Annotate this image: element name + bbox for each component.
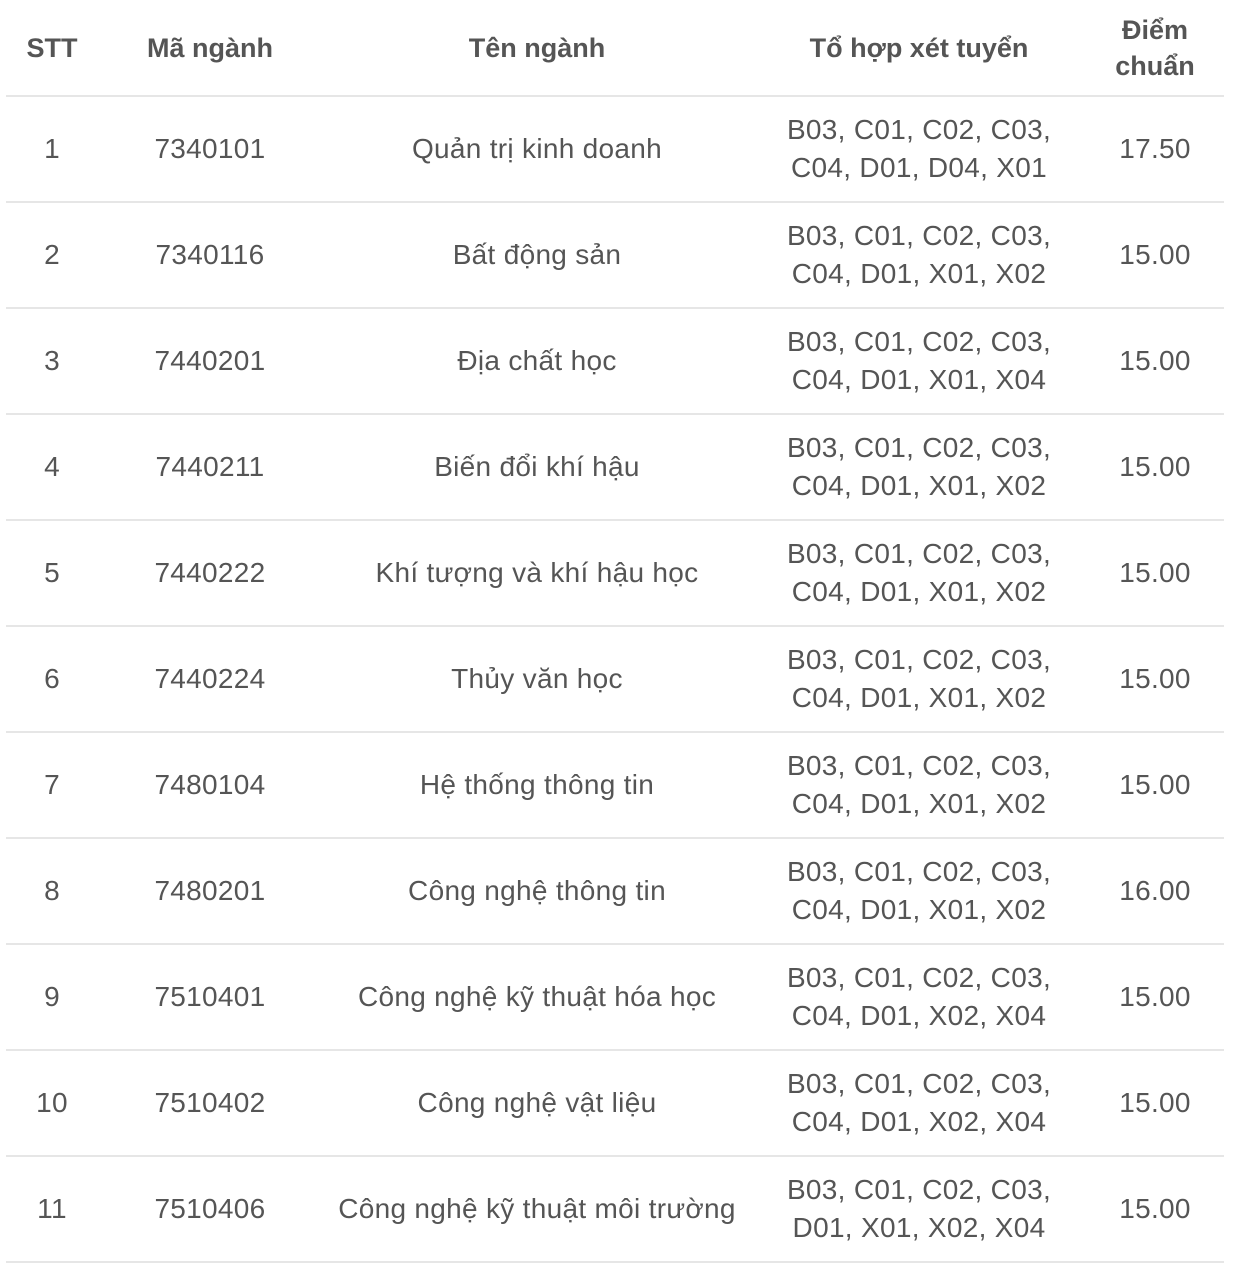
cell-to-hop [752,96,1086,202]
cell-diem-chuan: 15.00 [1086,414,1224,520]
cell-ten-nganh: Biến đổi khí hậu [322,414,752,520]
table-row [6,1156,1224,1262]
table-row [6,202,1224,308]
to-hop-line: B03, C01, C02, C03, [786,432,1052,463]
cell-stt: 9 [6,944,98,1050]
cell-stt: 6 [6,626,98,732]
cell-ten-nganh: Khí tượng và khí hậu học [322,520,752,626]
to-hop-line: B03, C01, C02, C03, [786,326,1052,357]
cell-ma-nganh: 7480201 [98,838,322,944]
cell-stt: 2 [6,202,98,308]
header-diem-line2: chuẩn [1115,50,1195,81]
cell-stt: 3 [6,308,98,414]
to-hop-line: B03, C01, C02, C03, [786,1068,1052,1099]
cell-diem-chuan: 15.00 [1086,1156,1224,1262]
to-hop-line: B03, C01, C02, C03, [786,750,1052,781]
cell-ten-nganh: Công nghệ vật liệu [322,1050,752,1156]
table-row [6,414,1224,520]
cell-stt: 4 [6,414,98,520]
cell-to-hop [752,732,1086,838]
table-row [6,944,1224,1050]
to-hop-line: B03, C01, C02, C03, [786,1174,1052,1205]
cell-stt: 11 [6,1156,98,1262]
cell-diem-chuan: 15.00 [1086,732,1224,838]
cell-diem-chuan: 15.00 [1086,520,1224,626]
cell-diem-chuan: 16.00 [1086,838,1224,944]
cell-ten-nganh: Hệ thống thông tin [322,732,752,838]
cell-ma-nganh: 7510406 [98,1156,322,1262]
cell-stt: 5 [6,520,98,626]
to-hop-line: B03, C01, C02, C03, [786,644,1052,675]
table-body [6,96,1224,1262]
cell-to-hop [752,1156,1086,1262]
admission-table-container [6,0,1224,1263]
to-hop-line: B03, C01, C02, C03, [786,962,1052,993]
table-row [6,838,1224,944]
cell-to-hop [752,520,1086,626]
cell-ma-nganh: 7440201 [98,308,322,414]
to-hop-line: C04, D01, X01, X02 [791,788,1047,819]
cell-diem-chuan: 15.00 [1086,308,1224,414]
header-stt: STT [6,0,98,96]
cell-stt: 7 [6,732,98,838]
cell-ten-nganh: Thủy văn học [322,626,752,732]
cell-diem-chuan: 17.50 [1086,96,1224,202]
to-hop-line: C04, D01, X01, X02 [791,894,1047,925]
cell-ten-nganh: Công nghệ thông tin [322,838,752,944]
to-hop-line: B03, C01, C02, C03, [786,114,1052,145]
to-hop-line: C04, D01, X01, X02 [791,682,1047,713]
cell-to-hop [752,202,1086,308]
cell-ten-nganh: Quản trị kinh doanh [322,96,752,202]
cell-diem-chuan: 15.00 [1086,1050,1224,1156]
cell-diem-chuan: 15.00 [1086,944,1224,1050]
cell-ma-nganh: 7510401 [98,944,322,1050]
cell-ten-nganh: Công nghệ kỹ thuật hóa học [322,944,752,1050]
to-hop-line: C04, D01, X01, X02 [791,258,1047,289]
table-row [6,732,1224,838]
to-hop-line: B03, C01, C02, C03, [786,538,1052,569]
cell-to-hop [752,308,1086,414]
cell-stt: 1 [6,96,98,202]
table-row [6,626,1224,732]
cell-to-hop [752,944,1086,1050]
table-header [6,0,1224,96]
cell-ma-nganh: 7340101 [98,96,322,202]
cell-ma-nganh: 7510402 [98,1050,322,1156]
cell-ma-nganh: 7480104 [98,732,322,838]
table-row [6,96,1224,202]
header-ten-nganh: Tên ngành [322,0,752,96]
cell-ma-nganh: 7440222 [98,520,322,626]
to-hop-line: C04, D01, X01, X02 [791,576,1047,607]
header-row [6,0,1224,96]
cell-ten-nganh: Bất động sản [322,202,752,308]
cell-ma-nganh: 7440224 [98,626,322,732]
header-diem-chuan [1086,0,1224,96]
table-row [6,308,1224,414]
cell-to-hop [752,838,1086,944]
cell-to-hop [752,626,1086,732]
cell-ten-nganh: Địa chất học [322,308,752,414]
header-ma-nganh: Mã ngành [98,0,322,96]
table-row [6,520,1224,626]
cell-to-hop [752,414,1086,520]
cell-ten-nganh: Công nghệ kỹ thuật môi trường [322,1156,752,1262]
header-diem-line1: Điểm [1121,14,1189,45]
cell-stt: 10 [6,1050,98,1156]
cell-diem-chuan: 15.00 [1086,202,1224,308]
cell-ma-nganh: 7440211 [98,414,322,520]
to-hop-line: C04, D01, X02, X04 [791,1106,1047,1137]
to-hop-line: C04, D01, D04, X01 [791,152,1047,183]
to-hop-line: B03, C01, C02, C03, [786,856,1052,887]
to-hop-line: B03, C01, C02, C03, [786,220,1052,251]
cell-to-hop [752,1050,1086,1156]
to-hop-line: C04, D01, X01, X02 [791,470,1047,501]
admission-score-table [6,0,1224,1263]
cell-ma-nganh: 7340116 [98,202,322,308]
to-hop-line: C04, D01, X01, X04 [791,364,1047,395]
cell-stt: 8 [6,838,98,944]
to-hop-line: C04, D01, X02, X04 [791,1000,1047,1031]
table-row [6,1050,1224,1156]
cell-diem-chuan: 15.00 [1086,626,1224,732]
header-to-hop: Tổ hợp xét tuyển [752,0,1086,96]
to-hop-line: D01, X01, X02, X04 [792,1212,1046,1243]
